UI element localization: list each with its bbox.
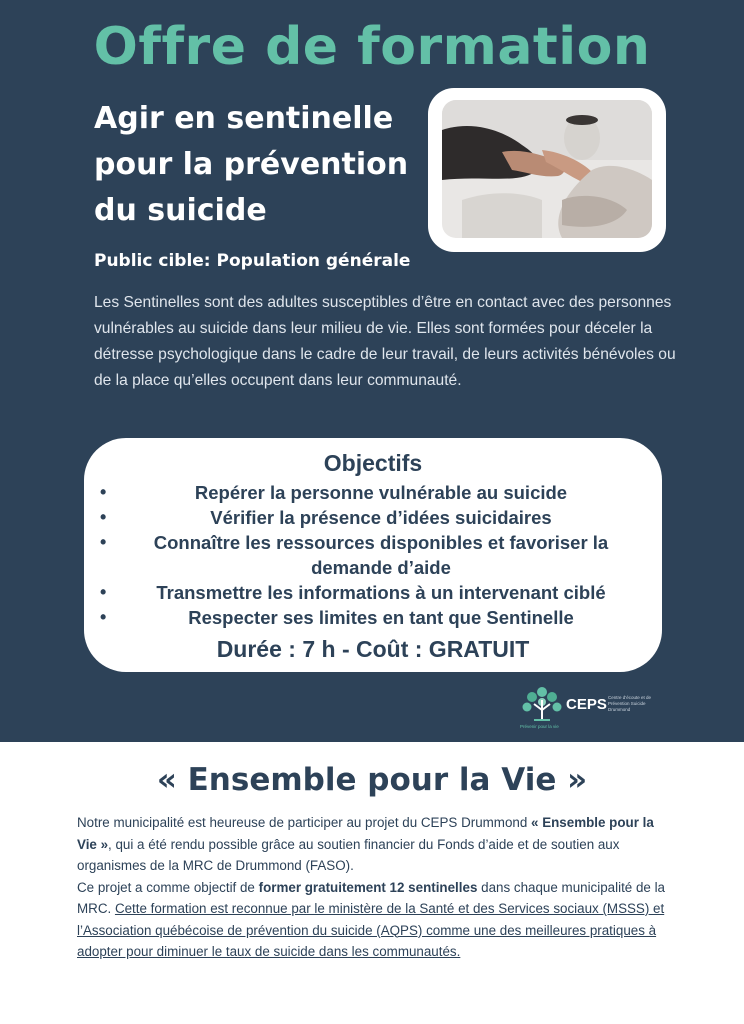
intro-paragraph: Les Sentinelles sont des adultes susceptibles d’être en contact avec des personnes vulnérables au suicide dans leur milieu de vie. Elles sont formées pour déceler la détresse psychologique dans le cadre de leur travail, de leurs activités bénévoles ou de la place qu’elles occupent dans leur communauté. bbox=[94, 294, 676, 389]
project-description bbox=[77, 812, 677, 963]
project-paragraph-1 bbox=[77, 812, 677, 877]
page-title: Offre de formation bbox=[93, 17, 651, 77]
objectives-card bbox=[84, 438, 662, 672]
list-item bbox=[84, 530, 662, 580]
ceps-logo bbox=[520, 684, 660, 734]
photo-frame bbox=[428, 88, 666, 252]
duration-cost: Durée : 7 h - Coût : GRATUIT bbox=[216, 636, 530, 662]
bullet: • bbox=[100, 582, 107, 602]
recognition-underlined: Cette formation est reconnue par le ministère de la Santé et des Services sociaux (MSSS) et l’Association québécoise de prévention du suicide (AQPS) comme une des meilleures pratiques à adopter pour diminuer le taux de suicide dans les communautés. bbox=[77, 901, 665, 959]
project-paragraph-2 bbox=[77, 877, 677, 963]
objectives-list bbox=[84, 480, 662, 630]
list-item bbox=[84, 480, 662, 505]
objectives-heading: Objectifs bbox=[323, 450, 423, 476]
list-item bbox=[84, 605, 662, 630]
objective-text: Repérer la personne vulnérable au suicide bbox=[194, 482, 568, 503]
text-span: dans chaque municipalité de la MRC. bbox=[77, 879, 665, 916]
list-item bbox=[84, 505, 662, 530]
objective-bold: former gratuitement 12 sentinelles bbox=[258, 879, 478, 895]
objective-text: Transmettre les informations à un intervenant ciblé bbox=[156, 582, 606, 603]
bullet: • bbox=[100, 532, 107, 552]
objective-text: Connaître les ressources disponibles et favoriser la demande d’aide bbox=[153, 532, 609, 578]
bullet: • bbox=[100, 482, 107, 502]
logo-name: CEPS bbox=[566, 696, 607, 713]
hands-photo bbox=[442, 100, 652, 238]
objective-text: Respecter ses limites en tant que Sentinelle bbox=[188, 607, 574, 628]
tree-icon bbox=[520, 684, 564, 724]
course-title: Agir en sentinelle pour la prévention du suicide bbox=[94, 101, 409, 228]
project-title: « Ensemble pour la Vie » bbox=[156, 762, 588, 798]
bullet: • bbox=[100, 607, 107, 627]
logo-subtitle: Centre d’écoute et de Prévention Suicide Drummond bbox=[608, 695, 652, 712]
text-span: Ce projet a comme objectif de bbox=[77, 879, 259, 895]
text-span: Notre municipalité est heureuse de participer au projet du CEPS Drummond bbox=[77, 815, 532, 830]
project-name-bold: « Ensemble pour la Vie » bbox=[77, 815, 654, 852]
target-audience: Public cible: Population générale bbox=[94, 251, 411, 271]
bullet: • bbox=[100, 507, 107, 527]
list-item bbox=[84, 580, 662, 605]
logo-tagline: Prévenir pour la vie bbox=[520, 724, 559, 729]
objective-text: Vérifier la présence d’idées suicidaires bbox=[210, 507, 552, 528]
text-span: , qui a été rendu possible grâce au soutien financier du Fonds d’aide et de soutien aux organismes de la MRC de Drummond (FASO). bbox=[77, 836, 620, 873]
